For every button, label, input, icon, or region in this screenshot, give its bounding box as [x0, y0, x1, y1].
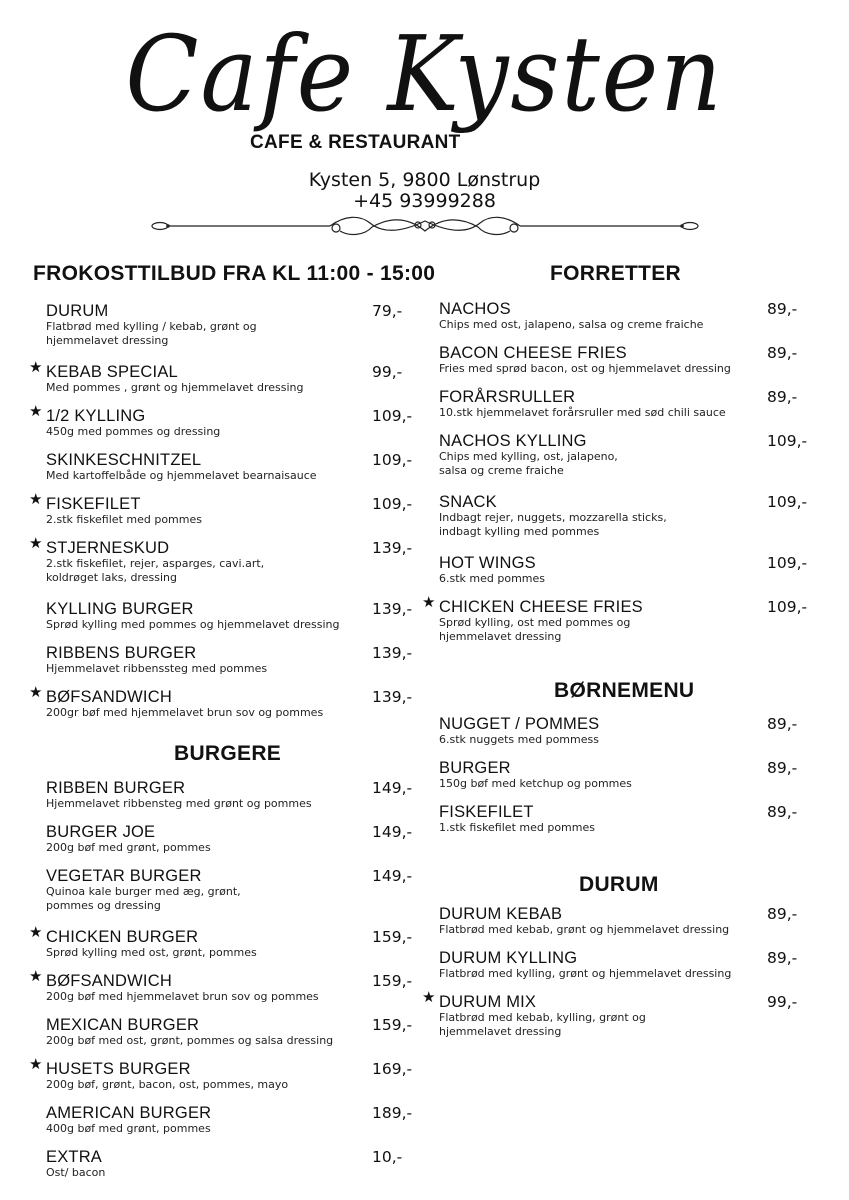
item-name: BURGER JOE: [46, 823, 156, 841]
item-price: 99,-: [372, 363, 403, 381]
star-icon: ★: [29, 535, 43, 552]
menu-item: [29, 491, 432, 527]
item-description: Flatbrød med kylling, grønt og hjemmelavet dressing: [439, 967, 732, 980]
item-description: Ost/ bacon: [46, 1166, 106, 1179]
item-name: STJERNESKUD: [46, 539, 170, 557]
menu-item: [46, 1105, 432, 1136]
item-name: DURUM KYLLING: [439, 949, 578, 967]
item-name: CHICKEN BURGER: [46, 928, 199, 946]
item-name: VEGETAR BURGER: [46, 867, 202, 885]
menu-item: [439, 389, 827, 420]
star-icon: ★: [29, 968, 43, 985]
item-description: 6.stk nuggets med pommess: [439, 733, 599, 746]
menu-item: [29, 359, 432, 395]
star-icon: ★: [29, 1056, 43, 1073]
item-name: DURUM: [46, 302, 109, 320]
menu-item: [439, 555, 827, 586]
menu-item: [439, 804, 827, 835]
item-description: Med kartoffelbåde og hjemmelavet bearnaisauce: [46, 469, 317, 482]
star-icon: ★: [29, 491, 43, 508]
menu-item: [29, 924, 432, 960]
star-icon: ★: [29, 684, 43, 701]
menu-item: [46, 601, 432, 632]
item-price: 169,-: [372, 1060, 413, 1078]
menu-item: [439, 494, 827, 539]
menu-item: [29, 1056, 432, 1092]
item-price: 89,-: [767, 905, 798, 923]
menu-item: [29, 535, 432, 585]
item-price: 89,-: [767, 300, 798, 318]
item-name: FISKEFILET: [439, 803, 534, 821]
item-description: Flatbrød med kebab, kylling, grønt og hjemmelavet dressing: [439, 1011, 646, 1038]
star-icon: ★: [29, 924, 43, 941]
item-name: MEXICAN BURGER: [46, 1016, 200, 1034]
item-price: 89,-: [767, 715, 798, 733]
menu-item: [46, 303, 432, 348]
phone: +45 93999288: [353, 190, 496, 212]
item-name: BURGER: [439, 759, 511, 777]
menu-item: [439, 345, 827, 376]
item-price: 89,-: [767, 759, 798, 777]
item-description: Hjemmelavet ribbensteg med grønt og pommes: [46, 797, 312, 810]
menu-item: [439, 950, 827, 981]
item-description: 2.stk fiskefilet, rejer, asparges, cavi.art, koldrøget laks, dressing: [46, 557, 265, 584]
item-name: FISKEFILET: [46, 495, 141, 513]
item-name: KEBAB SPECIAL: [46, 363, 178, 381]
item-name: BØFSANDWICH: [46, 972, 172, 990]
menu-item: [422, 594, 827, 644]
item-description: Sprød kylling med ost, grønt, pommes: [46, 946, 257, 959]
item-description: Quinoa kale burger med æg, grønt, pommes og dressing: [46, 885, 241, 912]
item-description: 2.stk fiskefilet med pommes: [46, 513, 202, 526]
item-name: RIBBENS BURGER: [46, 644, 197, 662]
item-name: SNACK: [439, 493, 497, 511]
item-name: BACON CHEESE FRIES: [439, 344, 627, 362]
menu-item: [29, 968, 432, 1004]
item-description: 200g bøf med hjemmelavet brun sov og pommes: [46, 990, 319, 1003]
item-price: 109,-: [767, 493, 808, 511]
item-price: 139,-: [372, 688, 413, 706]
menu-item: [29, 403, 432, 439]
item-price: 159,-: [372, 972, 413, 990]
item-description: 400g bøf med grønt, pommes: [46, 1122, 211, 1135]
address: Kysten 5, 9800 Lønstrup: [308, 169, 541, 191]
item-price: 139,-: [372, 600, 413, 618]
menu-item: [439, 433, 827, 478]
menu-item: [46, 645, 432, 676]
item-description: 200g bøf med ost, grønt, pommes og salsa dressing: [46, 1034, 334, 1047]
item-name: EXTRA: [46, 1148, 103, 1166]
menu-item: [439, 760, 827, 791]
menu-item: [46, 1149, 432, 1180]
item-description: 200g bøf med grønt, pommes: [46, 841, 211, 854]
item-name: HUSETS BURGER: [46, 1060, 191, 1078]
item-description: Fries med sprød bacon, ost og hjemmelavet dressing: [439, 362, 731, 375]
item-price: 159,-: [372, 1016, 413, 1034]
item-description: 6.stk med pommes: [439, 572, 546, 585]
menu-item: [46, 868, 432, 913]
item-description: Flatbrød med kebab, grønt og hjemmelavet dressing: [439, 923, 730, 936]
item-price: 139,-: [372, 644, 413, 662]
item-price: 109,-: [372, 495, 413, 513]
item-description: Chips med kylling, ost, jalapeno, salsa og creme fraiche: [439, 450, 618, 477]
item-name: 1/2 KYLLING: [46, 407, 146, 425]
section-title-forretter: FORRETTER: [550, 262, 682, 285]
item-description: 10.stk hjemmelavet forårsruller med sød chili sauce: [439, 406, 726, 419]
item-name: NACHOS: [439, 300, 511, 318]
item-description: Sprød kylling med pommes og hjemmelavet dressing: [46, 618, 340, 631]
item-price: 89,-: [767, 949, 798, 967]
item-description: Hjemmelavet ribbenssteg med pommes: [46, 662, 268, 675]
contact-info: [0, 170, 849, 212]
section-title-bornemenu: BØRNEMENU: [554, 679, 695, 702]
logo: Cafe Kysten: [125, 13, 724, 135]
item-description: Med pommes , grønt og hjemmelavet dressing: [46, 381, 304, 394]
item-description: Indbagt rejer, nuggets, mozzarella sticks, indbagt kylling med pommes: [439, 511, 667, 538]
star-icon: ★: [422, 989, 436, 1006]
item-description: 1.stk fiskefilet med pommes: [439, 821, 595, 834]
item-name: FORÅRSRULLER: [439, 388, 576, 406]
item-name: HOT WINGS: [439, 554, 536, 572]
menu-item: [439, 301, 827, 332]
item-price: 159,-: [372, 928, 413, 946]
item-name: DURUM KEBAB: [439, 905, 563, 923]
star-icon: ★: [29, 403, 43, 420]
item-description: Sprød kylling, ost med pommes og hjemmelavet dressing: [439, 616, 631, 643]
item-price: 109,-: [372, 407, 413, 425]
section-title-durum: DURUM: [579, 873, 659, 896]
item-price: 139,-: [372, 539, 413, 557]
menu-item: [46, 1017, 432, 1048]
menu-item: [46, 780, 432, 811]
item-name: DURUM MIX: [439, 993, 537, 1011]
item-description: Flatbrød med kylling / kebab, grønt og hjemmelavet dressing: [46, 320, 257, 347]
item-price: 10,-: [372, 1148, 403, 1166]
item-name: CHICKEN CHEESE FRIES: [439, 598, 643, 616]
item-name: BØFSANDWICH: [46, 688, 172, 706]
item-price: 109,-: [767, 554, 808, 572]
menu-item: [46, 452, 432, 483]
item-name: AMERICAN BURGER: [46, 1104, 212, 1122]
item-description: 150g bøf med ketchup og pommes: [439, 777, 632, 790]
item-price: 109,-: [767, 598, 808, 616]
star-icon: ★: [29, 359, 43, 376]
item-price: 109,-: [767, 432, 808, 450]
item-name: NACHOS KYLLING: [439, 432, 587, 450]
item-name: KYLLING BURGER: [46, 600, 194, 618]
star-icon: ★: [422, 594, 436, 611]
menu-item: [46, 824, 432, 855]
item-description: 450g med pommes og dressing: [46, 425, 221, 438]
menu-item: [439, 716, 827, 747]
item-price: 109,-: [372, 451, 413, 469]
section-title-frokost: FROKOSTTILBUD FRA KL 11:00 - 15:00: [33, 262, 436, 285]
item-price: 149,-: [372, 823, 413, 841]
item-price: 149,-: [372, 779, 413, 797]
ornament-divider-icon: [150, 213, 700, 239]
item-name: NUGGET / POMMES: [439, 715, 600, 733]
item-price: 99,-: [767, 993, 798, 1011]
menu-item: [29, 684, 432, 720]
item-description: Chips med ost, jalapeno, salsa og creme fraiche: [439, 318, 704, 331]
item-price: 189,-: [372, 1104, 413, 1122]
menu-item: [439, 906, 827, 937]
item-price: 149,-: [372, 867, 413, 885]
item-price: 89,-: [767, 344, 798, 362]
item-description: 200gr bøf med hjemmelavet brun sov og pommes: [46, 706, 324, 719]
item-price: 89,-: [767, 803, 798, 821]
menu-item: [422, 989, 827, 1039]
item-price: 79,-: [372, 302, 403, 320]
section-title-burgere: BURGERE: [174, 742, 282, 765]
item-name: SKINKESCHNITZEL: [46, 451, 202, 469]
menu-header: [0, 0, 849, 250]
item-name: RIBBEN BURGER: [46, 779, 186, 797]
subtitle: CAFE & RESTAURANT: [250, 132, 461, 153]
item-price: 89,-: [767, 388, 798, 406]
item-description: 200g bøf, grønt, bacon, ost, pommes, mayo: [46, 1078, 289, 1091]
